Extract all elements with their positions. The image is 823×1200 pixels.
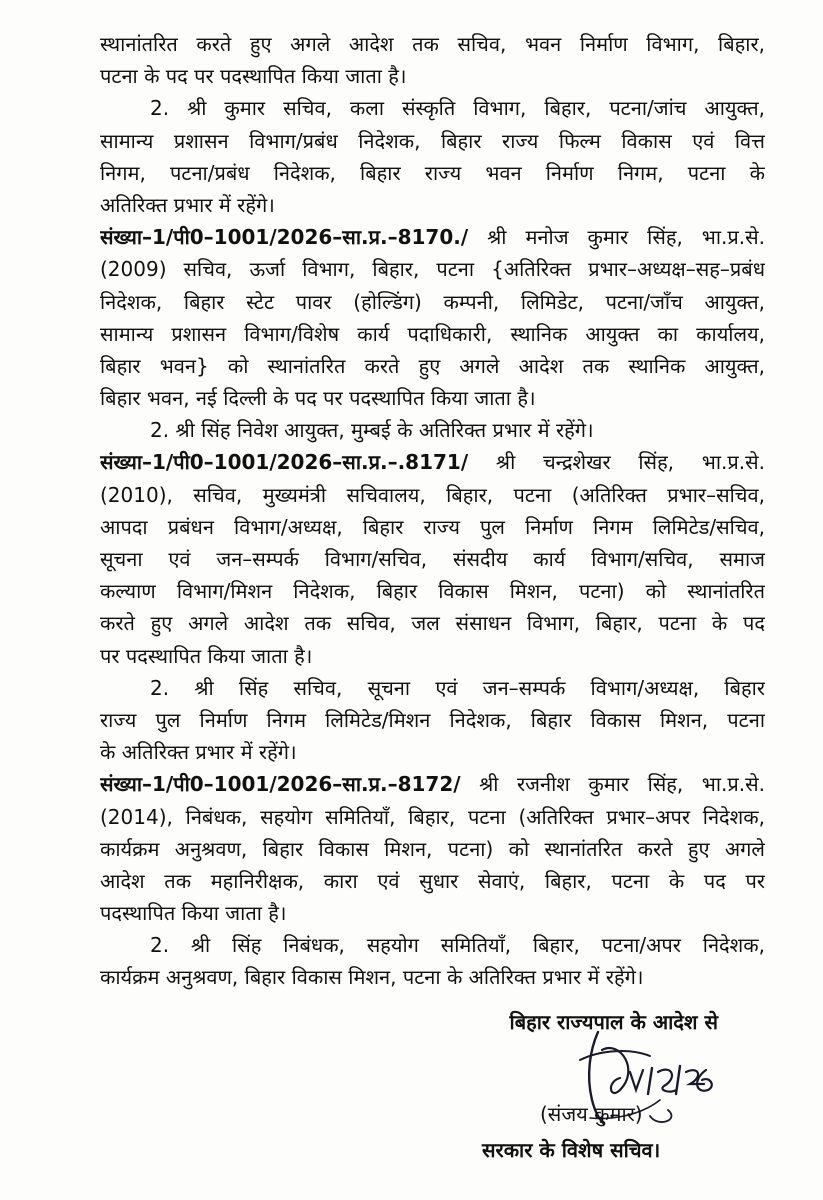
signatory-name: (संजय कुमार)	[540, 1102, 643, 1126]
body-line: आदेश तक महानिरीक्षक, कारा एवं सुधार सेवाएं, बिहार, पटना के पद पर	[100, 868, 765, 893]
order-closing: बिहार राज्यपाल के आदेश से	[509, 1010, 718, 1034]
order-line	[100, 768, 765, 800]
body-line: कल्याण विभाग/मिशन निदेशक, बिहार विकास मिशन, पटना) को स्थानांतरित	[100, 579, 765, 604]
body-line: सामान्य प्रशासन विभाग/विशेष कार्य पदाधिकारी, स्थानिक आयुक्त का कार्यालय,	[100, 321, 765, 346]
body-line: सूचना एवं जन–सम्पर्क विभाग/सचिव, संसदीय कार्य विभाग/सचिव, समाज	[100, 547, 765, 571]
body-line: पटना के पद पर पदस्थापित किया जाता है।	[100, 64, 407, 89]
body-line: 2. श्री सिंह निबंधक, सहयोग समितियाँ, बिहार, पटना/अपर निदेशक,	[150, 933, 765, 958]
signatory-title: सरकार के विशेष सचिव।	[482, 1138, 661, 1162]
body-line: (2009) सचिव, ऊर्जा विभाग, बिहार, पटना {अतिरिक्त प्रभार–अध्यक्ष–सह–प्रबंध	[100, 257, 765, 282]
body-line: (2014), निबंधक, सहयोग समितियाँ, बिहार, पटना (अतिरिक्त प्रभार–अपर निदेशक,	[100, 804, 765, 829]
body-line: आपदा प्रबंधन विभाग/अध्यक्ष, बिहार राज्य पुल निर्माण निगम लिमिटेड/सचिव,	[100, 514, 765, 539]
order-number: संख्या–1/पी0–1001/2026–सा.प्र.–8172/	[100, 772, 461, 797]
body-line: के अतिरिक्त प्रभार में रहेंगे।	[100, 740, 297, 765]
body-line: 2. श्री कुमार सचिव, कला संस्कृति विभाग, बिहार, पटना/जांच आयुक्त,	[150, 96, 765, 121]
body-line: निदेशक, बिहार स्टेट पावर (होल्डिंग) कम्पनी, लिमिडेट, पटना/जाँच आयुक्त,	[100, 289, 765, 314]
document-body	[100, 28, 765, 994]
body-line: श्री चन्द्रशेखर सिंह, भा.प्र.से.	[495, 450, 765, 475]
order-line	[100, 446, 765, 478]
body-line: श्री रजनीश कुमार सिंह, भा.प्र.से.	[479, 772, 765, 797]
body-line: निगम, पटना/प्रबंध निदेशक, बिहार राज्य भवन निर्माण निगम, पटना के	[100, 160, 765, 185]
body-line: करते हुए अगले आदेश तक सचिव, जल संसाधन विभाग, बिहार, पटना के पद	[100, 611, 765, 636]
body-line: 2. श्री सिंह निवेश आयुक्त, मुम्बई के अतिरिक्त प्रभार में रहेंगे।	[150, 418, 594, 443]
body-line: कार्यक्रम अनुश्रवण, बिहार विकास मिशन, पटना के अतिरिक्त प्रभार में रहेंगे।	[100, 965, 644, 990]
body-line: राज्य पुल निर्माण निगम लिमिटेड/मिशन निदेशक, बिहार विकास मिशन, पटना	[100, 707, 765, 732]
body-line: (2010), सचिव, मुख्यमंत्री सचिवालय, बिहार, पटना (अतिरिक्त प्रभार–सचिव,	[100, 482, 765, 507]
body-line: अतिरिक्त प्रभार में रहेंगे।	[100, 192, 275, 217]
body-line: बिहार भवन, नई दिल्ली के पद पर पदस्थापित किया जाता है।	[100, 386, 536, 411]
body-line: 2. श्री सिंह सचिव, सूचना एवं जन–सम्पर्क विभाग/अध्यक्ष, बिहार	[150, 675, 765, 700]
order-line	[100, 221, 765, 253]
body-line: सामान्य प्रशासन विभाग/प्रबंध निदेशक, बिहार राज्य फिल्म विकास एवं वित्त	[100, 128, 765, 153]
body-line: स्थानांतरित करते हुए अगले आदेश तक सचिव, भवन निर्माण विभाग, बिहार,	[100, 32, 765, 56]
body-line: कार्यक्रम अनुश्रवण, बिहार विकास मिशन, पटना) को स्थानांतरित करते हुए अगले	[100, 836, 765, 861]
body-line: पर पदस्थापित किया जाता है।	[100, 643, 313, 668]
body-line: पदस्थापित किया जाता है।	[100, 901, 287, 926]
body-line: बिहार भवन} को स्थानांतरित करते हुए अगले आदेश तक स्थानिक आयुक्त,	[100, 353, 765, 378]
body-line: श्री मनोज कुमार सिंह, भा.प्र.से.	[487, 225, 765, 250]
order-number: संख्या–1/पी0–1001/2026–सा.प्र.–8170./	[100, 225, 469, 250]
order-number: संख्या–1/पी0–1001/2026–सा.प्र.–.8171/	[100, 450, 469, 475]
